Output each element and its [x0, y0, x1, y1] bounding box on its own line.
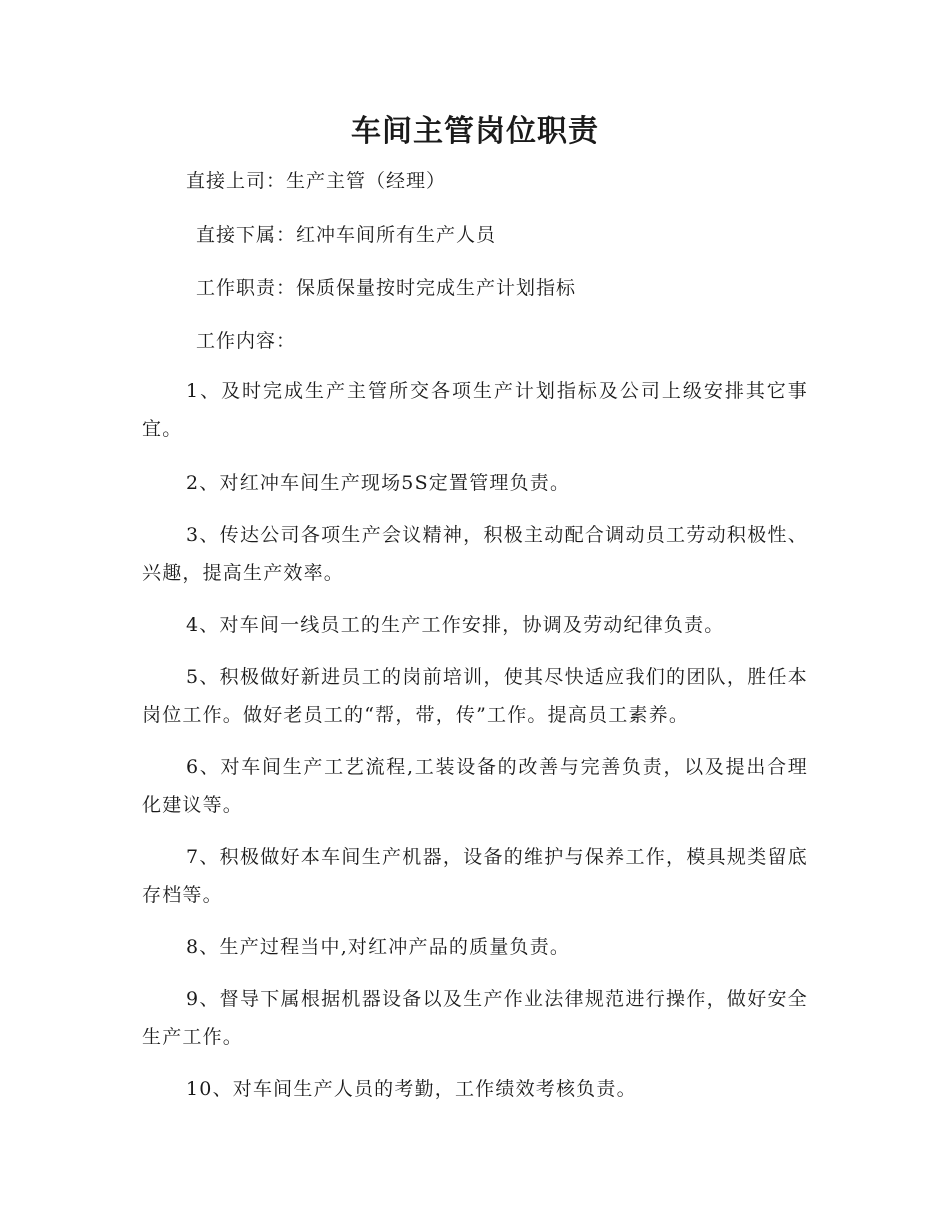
- duty-item-3: 3、传达公司各项生产会议精神，积极主动配合调动员工劳动积极性、兴趣，提高生产效率。: [142, 524, 808, 584]
- direct-superior: 直接上司：生产主管（经理）: [186, 170, 447, 192]
- duty-item-6: 6、对车间生产工艺流程,工装设备的改善与完善负责，以及提出合理化建议等。: [142, 756, 808, 816]
- duty-item-7: 7、积极做好本车间生产机器，设备的维护与保养工作，模具规类留底存档等。: [142, 846, 808, 906]
- duty-item-9: 9、督导下属根据机器设备以及生产作业法律规范进行操作，做好安全生产工作。: [142, 988, 808, 1048]
- duty-item-8: 8、生产过程当中,对红冲产品的质量负责。: [186, 936, 571, 958]
- duty-item-10: 10、对车间生产人员的考勤，工作绩效考核负责。: [186, 1078, 637, 1100]
- duty-item-2: 2、对红冲车间生产现场5S定置管理负责。: [186, 472, 571, 494]
- job-responsibility: 工作职责：保质保量按时完成生产计划指标: [196, 277, 577, 299]
- duty-item-4: 4、对车间一线员工的生产工作安排，协调及劳动纪律负责。: [186, 614, 725, 636]
- work-content-label: 工作内容：: [196, 330, 297, 352]
- duty-item-1: 1、及时完成生产主管所交各项生产计划指标及公司上级安排其它事宜。: [142, 380, 808, 440]
- duty-item-5: 5、积极做好新进员工的岗前培训，使其尽快适应我们的团队，胜任本岗位工作。做好老员工的“帮，带，传”工作。提高员工素养。: [142, 666, 808, 726]
- document-title: 车间主管岗位职责: [351, 114, 599, 149]
- direct-subordinate: 直接下属：红冲车间所有生产人员: [196, 224, 497, 246]
